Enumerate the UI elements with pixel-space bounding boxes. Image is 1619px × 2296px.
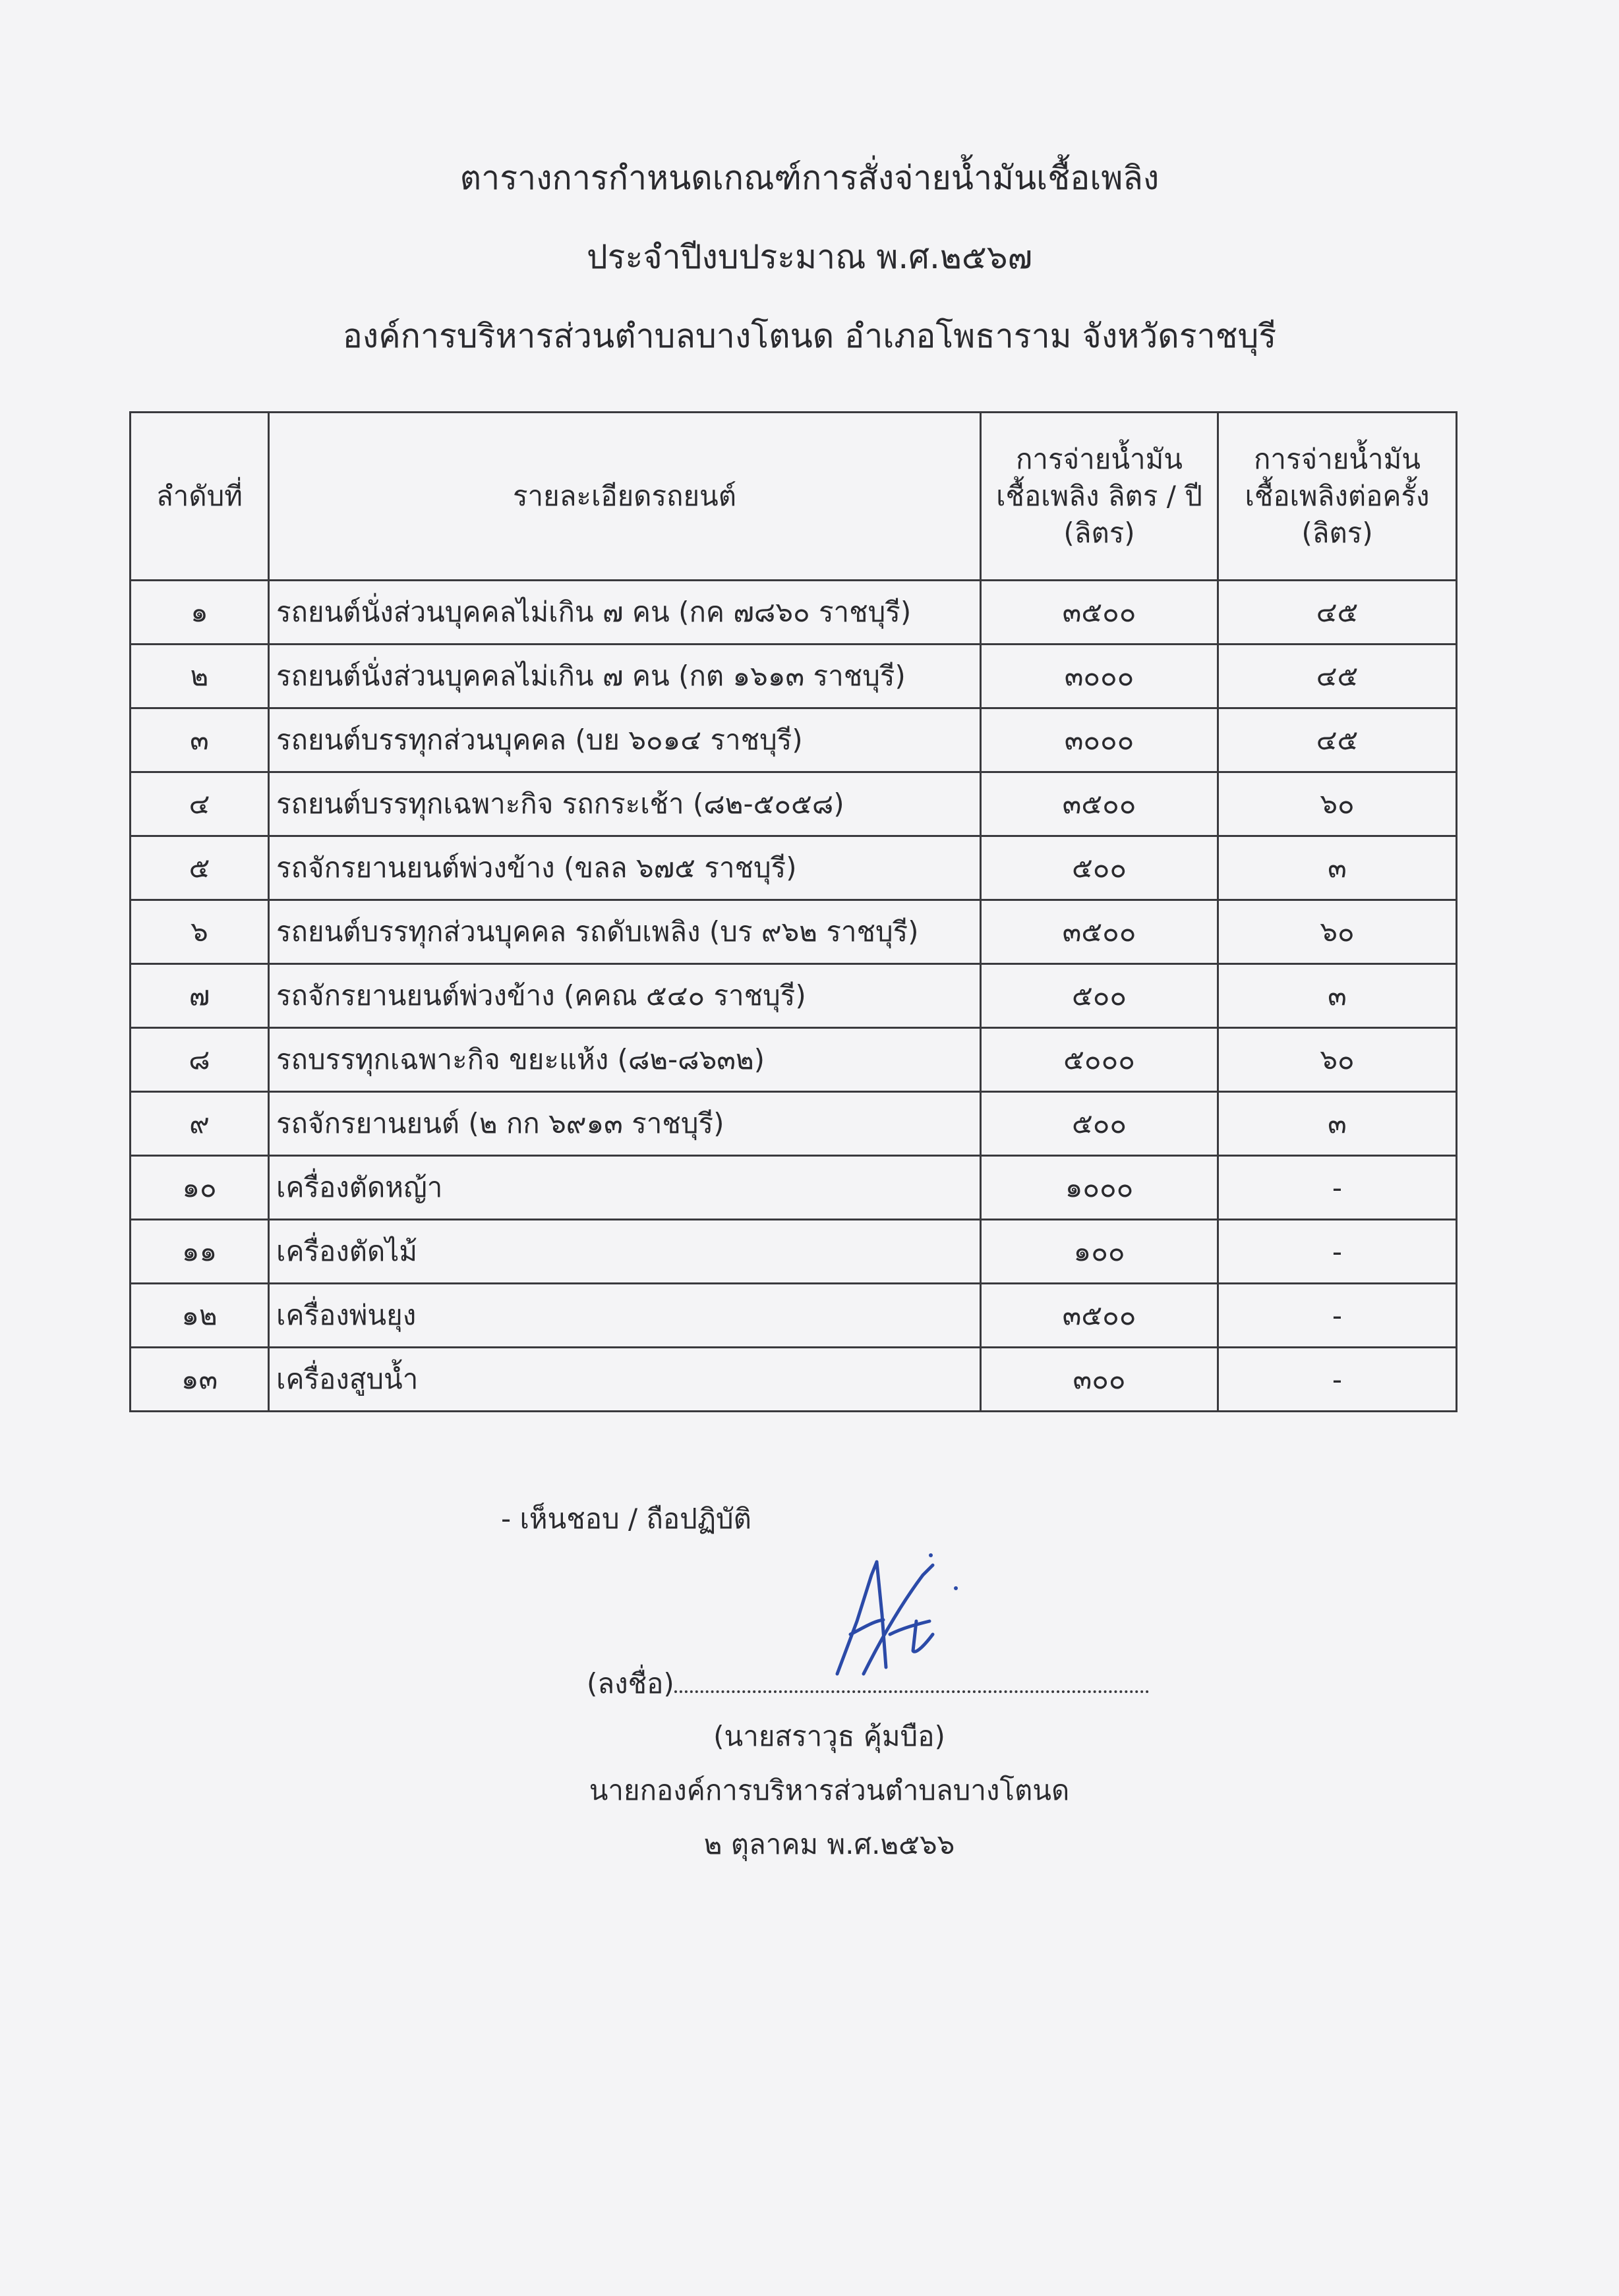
row-liters-per-year: ๓๕๐๐ — [981, 581, 1218, 645]
row-description: รถยนต์บรรทุกเฉพาะกิจ รถกระเช้า (๘๒-๕๐๕๘) — [269, 772, 981, 836]
row-liters-per-time: - — [1218, 1220, 1457, 1284]
row-liters-per-year: ๑๐๐๐ — [981, 1156, 1218, 1220]
table-row — [131, 581, 1457, 645]
row-liters-per-time: - — [1218, 1156, 1457, 1220]
header-per-year-line3: (ลิตร) — [1063, 517, 1135, 549]
fuel-allocation-table-wrapper — [129, 411, 1456, 1412]
row-description: รถยนต์นั่งส่วนบุคคลไม่เกิน ๗ คน (กค ๗๘๖๐ ราชบุรี) — [269, 581, 981, 645]
row-liters-per-time: ๖๐ — [1218, 772, 1457, 836]
row-description: เครื่องตัดไม้ — [269, 1220, 981, 1284]
table-row — [131, 1156, 1457, 1220]
document-date: ๒ ตุลาคม พ.ศ.๒๕๖๖ — [703, 1828, 955, 1860]
signature-label: (ลงชื่อ) — [587, 1667, 674, 1700]
signature-dot — [954, 1586, 958, 1590]
row-number: ๑๓ — [131, 1348, 269, 1412]
row-liters-per-time: ๓ — [1218, 964, 1457, 1028]
header-per-year-line1: การจ่ายน้ำมัน — [1015, 443, 1183, 475]
row-liters-per-year: ๓๐๐๐ — [981, 645, 1218, 708]
table-row — [131, 645, 1457, 708]
row-liters-per-year: ๓๕๐๐ — [981, 1284, 1218, 1348]
row-description: รถบรรทุกเฉพาะกิจ ขยะแห้ง (๘๒-๘๖๓๒) — [269, 1028, 981, 1092]
row-number: ๙ — [131, 1092, 269, 1156]
row-liters-per-year: ๓๐๐ — [981, 1348, 1218, 1412]
row-liters-per-time: ๓ — [1218, 1092, 1457, 1156]
table-row — [131, 964, 1457, 1028]
row-number: ๑๒ — [131, 1284, 269, 1348]
row-liters-per-time: ๔๕ — [1218, 581, 1457, 645]
row-liters-per-year: ๑๐๐ — [981, 1220, 1218, 1284]
header-per-time-line1: การจ่ายน้ำมัน — [1253, 443, 1421, 475]
approval-note: - เห็นชอบ / ถือปฏิบัติ — [501, 1503, 751, 1535]
row-number: ๒ — [131, 645, 269, 708]
row-liters-per-year: ๕๐๐ — [981, 964, 1218, 1028]
table-row — [131, 1284, 1457, 1348]
header-per-year-line2: เชื้อเพลิง ลิตร / ปี — [996, 480, 1202, 512]
header-description: รายละเอียดรถยนต์ — [269, 413, 981, 581]
header-per-time-line3: (ลิตร) — [1301, 517, 1373, 549]
row-liters-per-time: ๖๐ — [1218, 900, 1457, 964]
row-number: ๗ — [131, 964, 269, 1028]
document-header — [0, 158, 1619, 395]
row-description: รถจักรยานยนต์พ่วงข้าง (ขลล ๖๗๕ ราชบุรี) — [269, 836, 981, 900]
row-description: เครื่องตัดหญ้า — [269, 1156, 981, 1220]
row-liters-per-time: - — [1218, 1284, 1457, 1348]
row-number: ๑๐ — [131, 1156, 269, 1220]
row-liters-per-year: ๕๐๐๐ — [981, 1028, 1218, 1092]
row-description: เครื่องพ่นยุง — [269, 1284, 981, 1348]
row-number: ๑ — [131, 581, 269, 645]
signer-name: (นายสราวุธ คุ้มบือ) — [713, 1720, 945, 1752]
table-row — [131, 708, 1457, 772]
row-liters-per-time: ๖๐ — [1218, 1028, 1457, 1092]
table-row — [131, 836, 1457, 900]
signature-strokes — [837, 1562, 933, 1674]
signer-position: นายกองค์การบริหารส่วนตำบลบางโตนด — [589, 1774, 1070, 1806]
fuel-allocation-table — [129, 411, 1457, 1412]
row-number: ๓ — [131, 708, 269, 772]
row-description: รถยนต์นั่งส่วนบุคคลไม่เกิน ๗ คน (กต ๑๖๑๓ ราชบุรี) — [269, 645, 981, 708]
row-description: รถยนต์บรรทุกส่วนบุคคล รถดับเพลิง (บร ๙๖๒ ราชบุรี) — [269, 900, 981, 964]
table-row — [131, 1092, 1457, 1156]
signature-dot — [929, 1553, 933, 1557]
row-number: ๑๑ — [131, 1220, 269, 1284]
row-liters-per-year: ๓๐๐๐ — [981, 708, 1218, 772]
header-no: ลำดับที่ — [131, 413, 269, 581]
signature-dotted-line — [674, 1671, 1149, 1693]
row-liters-per-time: ๓ — [1218, 836, 1457, 900]
header-per-time — [1218, 413, 1457, 581]
header-per-time-line2: เชื้อเพลิงต่อครั้ง — [1245, 480, 1430, 512]
table-header-row — [131, 413, 1457, 581]
row-liters-per-year: ๕๐๐ — [981, 836, 1218, 900]
row-liters-per-year: ๓๕๐๐ — [981, 772, 1218, 836]
row-description: รถจักรยานยนต์พ่วงข้าง (คคณ ๕๔๐ ราชบุรี) — [269, 964, 981, 1028]
row-description: รถยนต์บรรทุกส่วนบุคคล (บย ๖๐๑๔ ราชบุรี) — [269, 708, 981, 772]
row-liters-per-time: - — [1218, 1348, 1457, 1412]
row-liters-per-year: ๓๕๐๐ — [981, 900, 1218, 964]
row-number: ๘ — [131, 1028, 269, 1092]
row-liters-per-year: ๕๐๐ — [981, 1092, 1218, 1156]
row-liters-per-time: ๔๕ — [1218, 645, 1457, 708]
row-description: รถจักรยานยนต์ (๒ กก ๖๙๑๓ ราชบุรี) — [269, 1092, 981, 1156]
organization-line: องค์การบริหารส่วนตำบลบางโตนด อำเภอโพธาราม จังหวัดราชบุรี — [342, 317, 1277, 355]
fiscal-year-line: ประจำปีงบประมาณ พ.ศ.๒๕๖๗ — [586, 238, 1033, 276]
signature-line — [587, 1662, 1149, 1706]
table-row — [131, 900, 1457, 964]
row-liters-per-time: ๔๕ — [1218, 708, 1457, 772]
table-row — [131, 1348, 1457, 1412]
row-number: ๕ — [131, 836, 269, 900]
table-row — [131, 1220, 1457, 1284]
header-per-year — [981, 413, 1218, 581]
table-row — [131, 1028, 1457, 1092]
row-number: ๔ — [131, 772, 269, 836]
document-title: ตารางการกำหนดเกณฑ์การสั่งจ่ายน้ำมันเชื้อเพลิง — [459, 159, 1160, 197]
row-number: ๖ — [131, 900, 269, 964]
row-description: เครื่องสูบน้ำ — [269, 1348, 981, 1412]
table-row — [131, 772, 1457, 836]
